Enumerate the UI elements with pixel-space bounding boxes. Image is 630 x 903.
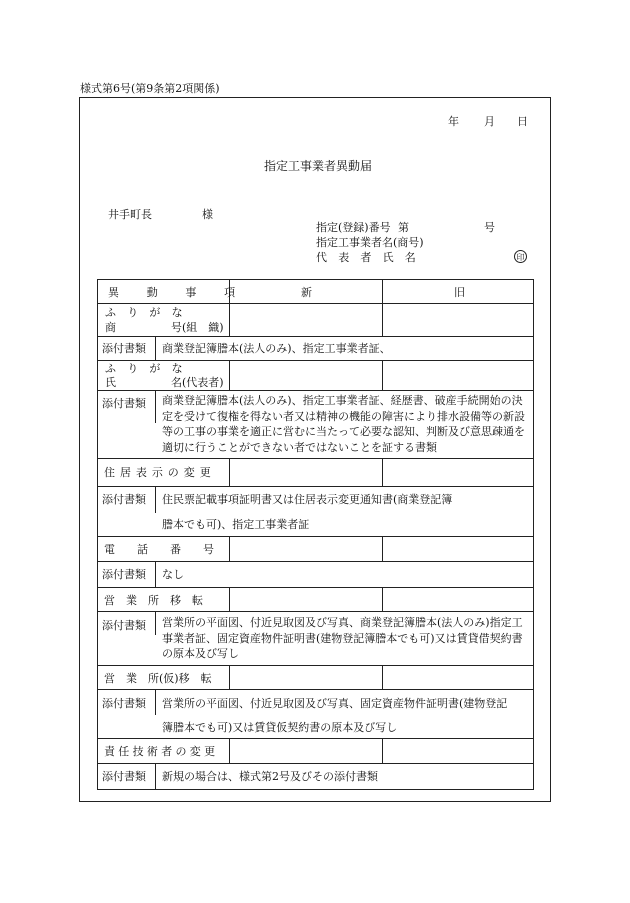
attach-temp-line2: 簿謄本でも可)又は賃貸仮契約書の原本及び写し	[162, 721, 398, 734]
attach-label-temp: 添付書類	[102, 697, 146, 710]
addressee-name: 井手町長	[108, 208, 152, 221]
attach-engineer-text: 新規の場合は、様式第2号及びその添付書類	[162, 770, 378, 783]
attach-label-residence: 添付書類	[102, 493, 146, 506]
rep-name-label: 氏 名(代表者)	[105, 376, 224, 389]
temp-office-old[interactable]	[385, 668, 531, 688]
phone-label: 電 話 番 号	[104, 543, 214, 556]
furigana-trade: ふ り が な	[105, 306, 187, 319]
attach-rep-text: 商業登記簿謄本(法人のみ)、指定工事業者証、経歴書、破産手続開始の決定を受けて復権を得ない者又は精神の機能の障害により排水設備等の新設等の工事の事業を適正に営むに当たって必要な認知、判断及び意思疎通を適切に行うことができない者ではないことを証する書類	[162, 394, 525, 454]
attach-temp-line1: 営業所の平面図、付近見取図及び写真、固定資産物件証明書(建物登記	[162, 697, 508, 710]
attach-label-office: 添付書類	[102, 619, 146, 632]
header-new: 新	[301, 286, 312, 299]
engineer-old[interactable]	[385, 741, 531, 762]
attach-label-trade: 添付書類	[102, 342, 146, 355]
office-move-label: 営 業 所 移 転	[104, 594, 203, 607]
attach-label-engineer: 添付書類	[102, 770, 146, 783]
phone-new[interactable]	[232, 539, 380, 560]
trade-name-old[interactable]	[385, 306, 531, 334]
form-title: 指定工事業者異動届	[264, 159, 373, 173]
company-name-label: 指定工事業者名(商号)	[316, 236, 424, 249]
residence-change-label: 住居表示の変更	[104, 466, 216, 479]
attach-residence-line2: 謄本でも可)、指定工事業者証	[162, 518, 310, 531]
addressee-honorific: 様	[202, 208, 213, 221]
office-move-old[interactable]	[385, 590, 531, 610]
attach-label-rep: 添付書類	[102, 397, 146, 410]
date-day[interactable]: 日	[517, 115, 528, 128]
residence-new[interactable]	[232, 461, 380, 484]
seal-mark: 印	[514, 250, 527, 263]
furigana-rep: ふ り が な	[105, 362, 187, 375]
residence-old[interactable]	[385, 461, 531, 484]
registration-prefix: 第	[398, 221, 409, 234]
header-old: 旧	[454, 286, 465, 299]
attach-phone-text: なし	[162, 568, 184, 581]
date-year[interactable]: 年	[448, 115, 459, 128]
trade-name-new[interactable]	[232, 306, 380, 334]
representative-label: 代 表 者 氏 名	[316, 251, 420, 264]
attach-office-text: 営業所の平面図、付近見取図及び写真、商業登記簿謄本(法人のみ)指定工事業者証、固定資産物件証明書(建物登記簿謄本でも可)又は賃貸借契約書の原本及び写し	[162, 616, 523, 660]
engineer-change-label: 責任技術者の変更	[104, 745, 219, 758]
temp-office-move-label: 営 業 所(仮)移 転	[104, 672, 212, 685]
attach-label-phone: 添付書類	[102, 568, 146, 581]
header-item: 異 動 事 項	[108, 286, 248, 299]
rep-name-old[interactable]	[385, 362, 531, 388]
registration-label: 指定(登録)番号	[316, 221, 391, 234]
attach-trade-text: 商業登記簿謄本(法人のみ)、指定工事業者証、	[162, 342, 391, 355]
registration-suffix: 号	[484, 221, 495, 234]
form-reference: 様式第6号(第9条第2項関係)	[80, 82, 220, 95]
rep-name-new[interactable]	[232, 362, 380, 388]
date-month[interactable]: 月	[484, 115, 495, 128]
engineer-new[interactable]	[232, 741, 380, 762]
trade-name-label: 商 号(組 織)	[105, 321, 224, 334]
temp-office-new[interactable]	[232, 668, 380, 688]
attach-residence-line1: 住民票記載事項証明書又は住居表示変更通知書(商業登記簿	[162, 493, 453, 506]
office-move-new[interactable]	[232, 590, 380, 610]
phone-old[interactable]	[385, 539, 531, 560]
